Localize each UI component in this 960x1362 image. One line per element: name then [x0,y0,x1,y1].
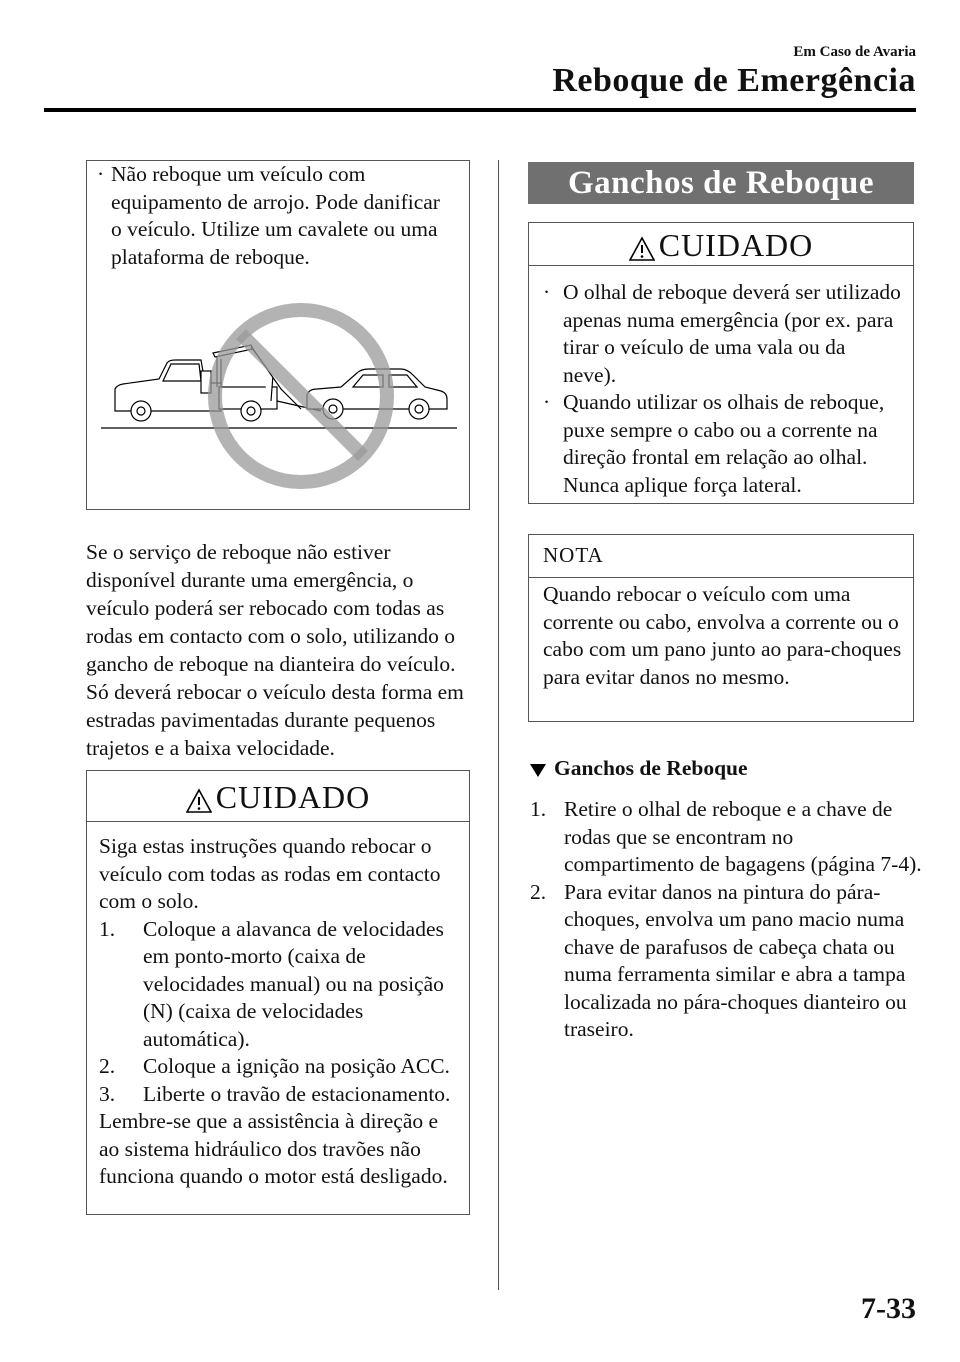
step-number: 3. [99,1081,116,1106]
page-number: 7-33 [861,1292,916,1325]
procedure-step [530,879,922,1044]
no-tow-warning-box [86,160,470,510]
procedure-step [530,796,922,879]
nota-box [528,534,914,722]
caution-bullet [543,279,903,389]
step-text: Coloque a alavanca de velocidades em ponto-morto (caixa de velocidades manual) ou na posição (N) (caixa de velocidades automática). [143,916,444,1051]
step-text: Para evitar danos na pintura do pára-choques, envolva um pano macio numa chave de parafusos de cabeça chata ou numa ferramenta similar e abra a tampa localizada no pára-choques dianteiro ou traseiro. [564,879,907,1041]
warning-triangle-icon [629,236,655,262]
header-section-label: Em Caso de Avaria [793,44,916,60]
caution-bullet [543,389,903,499]
step-text: Retire o olhal de reboque e a chave de rodas que se encontram no compartimento de bagagens (página 7-4). [564,797,922,876]
caution-bullet-text: Quando utilizar os olhais de reboque, puxe sempre o cabo ou a corrente na direção frontal em relação ao olhal. Nunca aplique força lateral. [563,390,885,497]
caution-step [99,916,461,1054]
caution-box-right [528,222,914,504]
caution-heading-text: CUIDADO [215,779,371,815]
warning-bullet-text: Não reboque um veículo com equipamento de arrojo. Pode danificar o veículo. Utilize um cavalete ou uma plataforma de reboque. [111,162,440,269]
no-tow-truck-illustration [101,301,457,501]
step-text: Liberte o travão de estacionamento. [143,1081,451,1106]
warning-bullet [97,161,451,271]
step-number: 2. [530,879,547,904]
nota-text: Quando rebocar o veículo com uma corrente ou cabo, envolva a corrente ou o cabo com um pano junto ao para-choques para evitar danos no mesmo. [543,582,902,689]
bullet-dot-icon: · [543,390,551,414]
subheading [530,756,748,781]
caution-heading [529,223,913,266]
nota-heading [529,535,913,578]
subheading-text: Ganchos de Reboque [554,756,748,780]
column-divider [498,160,499,1290]
caution-heading-text: CUIDADO [658,227,814,263]
procedure-steps [530,796,922,1044]
header-rule [44,108,916,112]
step-number: 1. [530,797,547,821]
step-number: 2. [99,1054,116,1078]
caution-bullet-text: O olhal de reboque deverá ser utilizado apenas numa emergência (por ex. para tirar o veículo de uma vala ou da neve). [563,280,901,387]
caution-heading [87,771,469,822]
section-title-banner: Ganchos de Reboque [528,162,914,204]
towing-paragraph: Se o serviço de reboque não estiver disponível durante uma emergência, o veículo poderá ser rebocado com todas as rodas em contacto com o solo, utilizando o gancho de reboque na dianteira do veículo. Só deverá rebocar o veículo desta forma em estradas pavimentadas durante pequenos trajetos e a baixa velocidade. [86,540,464,760]
caution-step [99,1081,461,1109]
page-title: Reboque de Emergência [552,62,916,99]
step-number: 1. [99,916,116,941]
nota-heading-text: NOTA [543,543,604,567]
warning-triangle-icon [186,788,212,814]
bullet-dot-icon: · [97,162,105,186]
caution-outro: Lembre-se que a assistência à direção e ao sistema hidráulico dos travões não funciona quando o motor está desligado. [99,1109,448,1188]
caution-intro: Siga estas instruções quando rebocar o veículo com todas as rodas em contacto com o solo. [99,834,441,913]
bullet-dot-icon: · [543,280,551,304]
step-text: Coloque a ignição na posição ACC. [143,1054,450,1078]
triangle-down-icon [530,764,546,777]
caution-box-left [86,770,470,1215]
caution-step [99,1053,461,1081]
